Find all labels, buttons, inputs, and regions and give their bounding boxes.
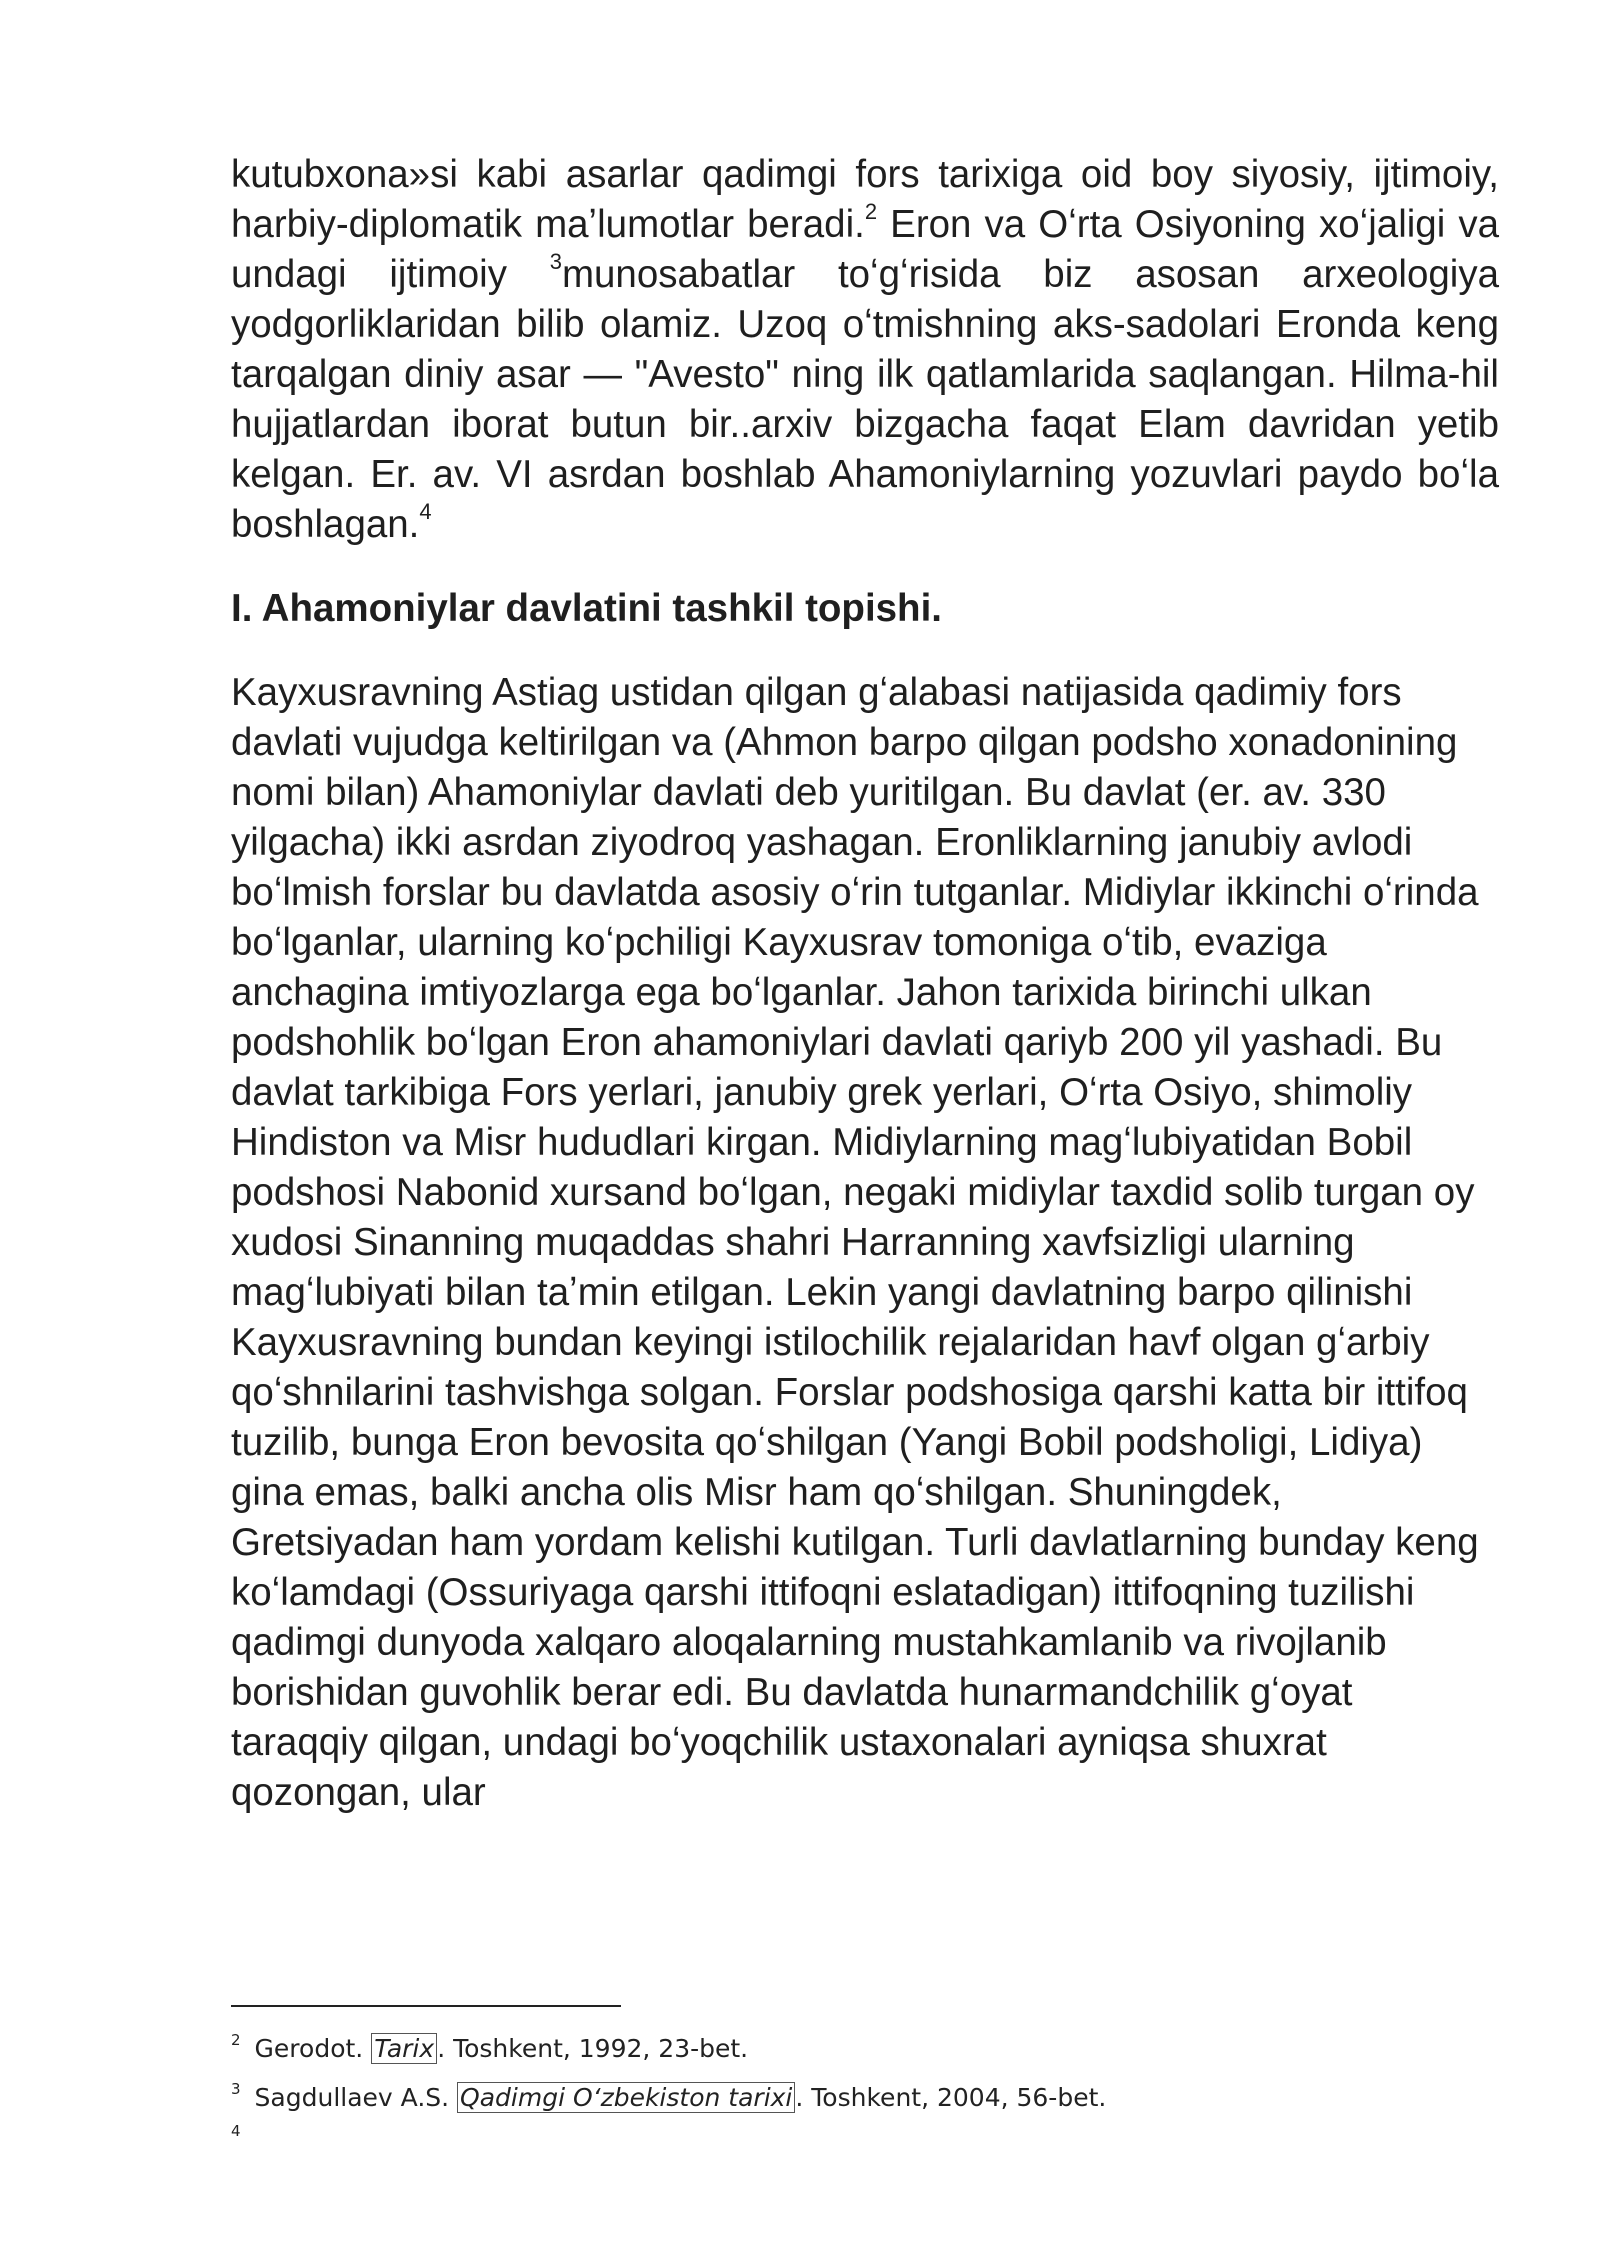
footnote-author: Gerodot. xyxy=(254,2034,372,2063)
footnote-ref-3[interactable]: 3 xyxy=(549,249,562,274)
footnote-title-link[interactable]: Qadimgi Oʻzbekiston tarixi xyxy=(457,2082,795,2113)
intro-text-part1: kutubxona»si kabi asarlar qadimgi fors tarixiga oid boy siyosiy, ijtimoiy, harbiy-diplomatik maʼlumotlar beradi. xyxy=(231,153,1499,246)
footnote-details: . Toshkent, 1992, 23-bet. xyxy=(437,2034,749,2063)
footnote-ref-2[interactable]: 2 xyxy=(864,199,878,224)
footnote-ref-4[interactable]: 4 xyxy=(419,499,432,524)
footnote-number: 3 xyxy=(231,2080,241,2098)
footnote-4 xyxy=(231,2118,1499,2144)
document-body xyxy=(231,150,1499,1818)
intro-paragraph xyxy=(231,150,1499,550)
footnote-2 xyxy=(231,2020,1499,2069)
footnotes xyxy=(231,2020,1499,2144)
section-heading: I. Ahamoniylar davlatini tashkil topishi. xyxy=(231,587,942,630)
footnote-3 xyxy=(231,2069,1499,2118)
intro-text-part3: munosabatlar toʻgʻrisida biz asosan arxeologiya yodgorliklaridan bilib olamiz. Uzoq oʻtmishning aks-sadolari Eronda keng tarqalgan diniy asar — "Avesto" ning ilk qatlamlarida saqlangan. Hilma-hil hujjatlardan iborat butun bir..arxiv bizgacha faqat Elam davridan yetib kelgan. Er. av. VI asrdan boshlab Ahamoniylarning yozuvlari paydo boʻla boshlagan. xyxy=(231,253,1499,546)
footnote-number: 2 xyxy=(231,2031,241,2049)
footnote-details: . Toshkent, 2004, 56-bet. xyxy=(795,2083,1107,2112)
intro-text-part2: Eron va Oʻrta Osiyoning xoʻjaligi va undagi ijtimoiy xyxy=(231,203,1499,296)
main-paragraph: Kayxusravning Astiag ustidan qilgan gʻalabasi natijasida qadimiy fors davlati vujudga keltirilgan va (Ahmon barpo qilgan podsho xonadonining nomi bilan) Ahamoniylar davlati deb yuritilgan. Bu davlat (er. av. 330 yilgacha) ikki asrdan ziyodroq yashagan. Eronliklarning janubiy avlodi boʻlmish forslar bu davlatda asosiy oʻrin tutganlar. Midiylar ikkinchi oʻrinda boʻlganlar, ularning koʻpchiligi Kayxusrav tomoniga oʻtib, evaziga anchagina imtiyozlarga ega boʻlganlar. Jahon tarixida birinchi ulkan podshohlik boʻlgan Eron ahamoniylari davlati qariyb 200 yil yashadi. Bu davlat tarkibiga Fors yerlari, janubiy grek yerlari, Oʻrta Osiyo, shimoliy Hindiston va Misr hududlari kirgan. Midiylarning magʻlubiyatidan Bobil podshosi Nabonid xursand boʻlgan, negaki midiylar taxdid solib turgan oy xudosi Sinanning muqaddas shahri Harranning xavfsizligi ularning magʻlubiyati bilan taʼmin etilgan. Lekin yangi davlatning barpo qilinishi Kayxusravning bundan keyingi istilochilik rejalaridan havf olgan gʻarbiy qoʻshnilarini tashvishga solgan. Forslar podshosiga qarshi katta bir ittifoq tuzilib, bunga Eron bevosita qoʻshilgan (Yangi Bobil podsholigi, Lidiya) gina emas, balki ancha olis Misr ham qoʻshilgan. Shuningdek, Gretsiyadan ham yordam kelishi kutilgan. Turli davlatlarning bunday keng koʻlamdagi (Ossuriyaga qarshi ittifoqni eslatadigan) ittifoqning tuzilishi qadimgi dunyoda xalqaro aloqalarning mustahkamlanib va rivojlanib borishidan guvohlik berar edi. Bu davlatda hunarmandchilik gʻoyat taraqqiy qilgan, undagi boʻyoqchilik ustaxonalari ayniqsa shuxrat qozongan, ular xyxy=(231,671,1479,1814)
footnote-title-link[interactable]: Tarix xyxy=(371,2033,437,2064)
footnote-number: 4 xyxy=(231,2122,241,2140)
footnote-author: Sagdullaev A.S. xyxy=(254,2083,458,2112)
footnote-separator xyxy=(231,2005,621,2007)
